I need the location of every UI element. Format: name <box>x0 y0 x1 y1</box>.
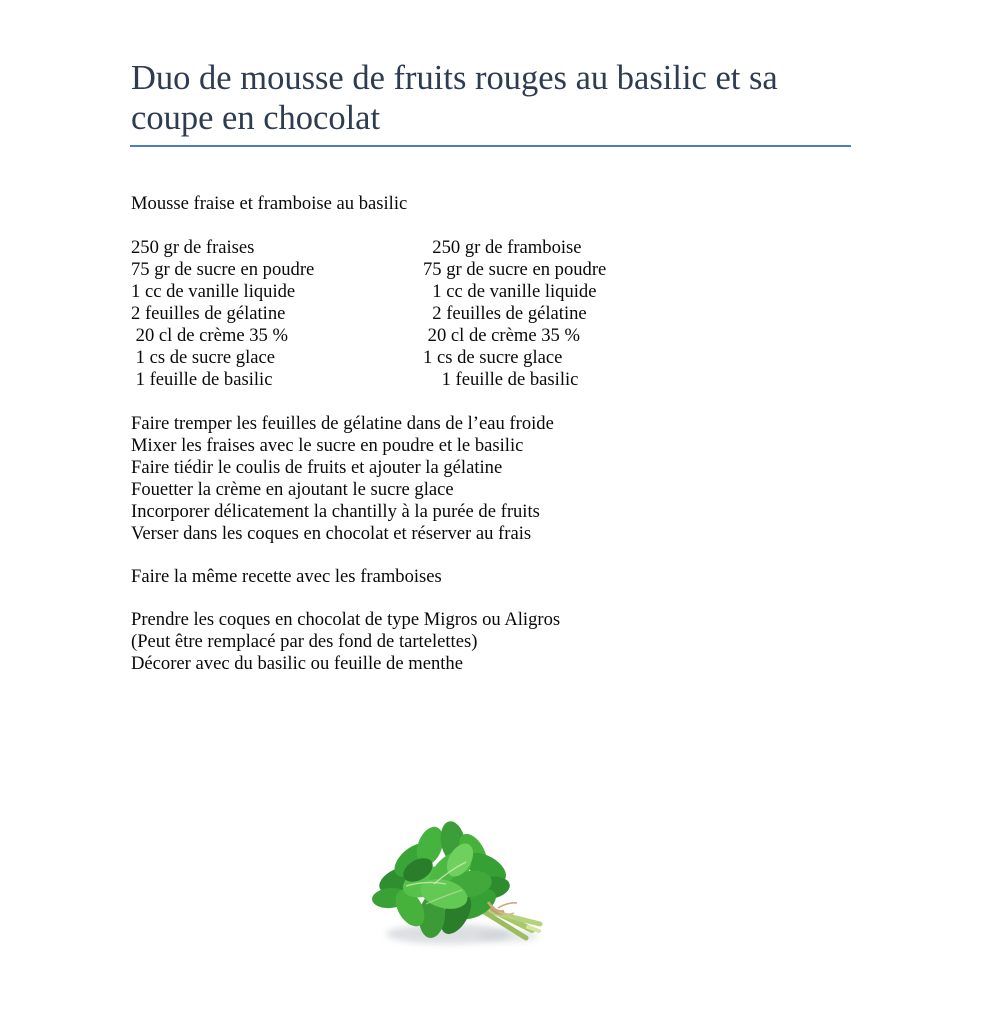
text-line: 1 feuille de basilic <box>131 369 273 390</box>
text-line: (Peut être remplacé par des fond de tartelettes) <box>131 631 478 652</box>
text-line: 75 gr de sucre en poudre <box>423 259 607 280</box>
text-line: Verser dans les coques en chocolat et réserver au frais <box>131 523 532 544</box>
text-line: Faire tremper les feuilles de gélatine dans de l’eau froide <box>131 413 554 434</box>
text-line: 250 gr de framboise <box>423 237 582 258</box>
assembly-instructions <box>131 609 560 675</box>
text-line: Incorporer délicatement la chantilly à la purée de fruits <box>131 501 540 522</box>
ingredients-strawberry-column <box>131 237 314 391</box>
text-line: 20 cl de crème 35 % <box>423 325 580 346</box>
title-underline-rule <box>130 145 851 147</box>
text-line: Décorer avec du basilic ou feuille de menthe <box>131 653 463 674</box>
text-line: Mixer les fraises avec le sucre en poudre et le basilic <box>131 435 524 456</box>
text-line: 1 cc de vanille liquide <box>131 281 296 302</box>
text-line: 1 cs de sucre glace <box>131 347 276 368</box>
text-line: 2 feuilles de gélatine <box>423 303 587 324</box>
text-line: Fouetter la crème en ajoutant le sucre glace <box>131 479 454 500</box>
section-heading: Mousse fraise et framboise au basilic <box>131 193 408 214</box>
basil-bunch-image <box>368 820 558 955</box>
text-line: 20 cl de crème 35 % <box>131 325 288 346</box>
text-line: 2 feuilles de gélatine <box>131 303 286 324</box>
text-line: Prendre les coques en chocolat de type Migros ou Aligros <box>131 609 561 630</box>
text-line: 250 gr de fraises <box>131 237 255 258</box>
recipe-title: Duo de mousse de fruits rouges au basilic et sa coupe en chocolat <box>131 59 778 137</box>
text-line: 1 feuille de basilic <box>423 369 579 390</box>
variant-note: Faire la même recette avec les framboises <box>131 566 442 587</box>
text-line: 1 cs de sucre glace <box>423 347 563 368</box>
basil-bunch-photo <box>368 820 558 955</box>
preparation-steps <box>131 413 554 545</box>
text-line: 75 gr de sucre en poudre <box>131 259 315 280</box>
ingredients-raspberry-column <box>423 237 606 391</box>
text-line: 1 cc de vanille liquide <box>423 281 597 302</box>
text-line: Faire tiédir le coulis de fruits et ajouter la gélatine <box>131 457 503 478</box>
